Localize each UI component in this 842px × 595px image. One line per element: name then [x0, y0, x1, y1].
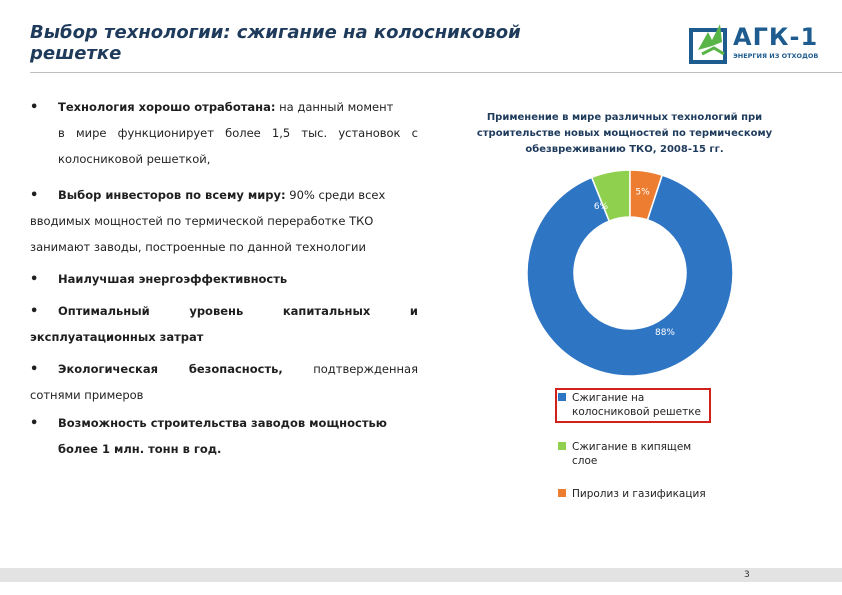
- legend-label-fluidized-1: Сжигание в кипящем: [572, 441, 692, 453]
- bullet-dot: •: [30, 188, 39, 203]
- legend-label-fluidized-2: слое: [572, 455, 598, 467]
- legend-swatch-pyrolysis: [558, 489, 566, 497]
- bullet-2-text-1: 90% среди всех: [285, 188, 386, 202]
- bullet-3-bold: Наилучшая энергоэффективность: [58, 272, 288, 286]
- bullet-1-text-3: колосниковой решеткой,: [58, 152, 211, 166]
- page-title: [30, 22, 630, 64]
- bullet-dot: •: [30, 362, 39, 377]
- bullet-dot: •: [30, 272, 39, 287]
- legend-label-grate-2: колосниковой решетке: [572, 406, 702, 418]
- bullet-4-text-1: Оптимальный уровень капитальных и: [58, 304, 418, 318]
- bullet-5-bold: Экологическая безопасность,: [58, 362, 283, 376]
- bullet-5-text-2: сотнями примеров: [30, 388, 144, 402]
- title-divider: [30, 72, 842, 73]
- donut-chart: [520, 168, 740, 378]
- page-title-line1: Выбор технологии: сжигание на колосниковой: [30, 22, 521, 43]
- bullet-1-bold: Технология хорошо отработана:: [58, 100, 276, 114]
- bullet-2-bold: Выбор инвесторов по всему миру:: [58, 188, 286, 202]
- legend-swatch-fluidized: [558, 442, 566, 450]
- slice-label-pyrolysis: 5%: [635, 187, 650, 198]
- bullet-4-text-2: эксплуатационных затрат: [30, 330, 204, 344]
- bullet-6-text-1: Возможность строительства заводов мощностью: [58, 416, 387, 430]
- page-title-line2: решетке: [30, 43, 122, 64]
- legend-label-pyrolysis-1: Пиролиз и газификация: [572, 488, 706, 500]
- bullet-dot: •: [30, 304, 39, 319]
- bullet-5-text-1: подтвержденная: [282, 362, 418, 376]
- slice-label-grate: 88%: [654, 328, 676, 338]
- bullet-1-text-2: в мире функционирует более 1,5 тыс. установок с: [58, 126, 418, 140]
- logo-subtitle: ЭНЕРГИЯ ИЗ ОТХОДОВ: [733, 52, 819, 60]
- slice-label-fluidized: 6%: [593, 201, 609, 212]
- bullet-dot: •: [30, 416, 39, 431]
- chart-title: Применение в мире различных технологий при строительстве новых мощностей по термическому обезвреживанию ТКО, 2008-15 гг.: [476, 112, 773, 155]
- logo-text: АГК-1: [733, 23, 819, 51]
- bullet-1-text-1: на данный момент: [275, 100, 394, 114]
- legend-swatch-grate: [558, 393, 566, 401]
- legend-label-grate-1: Сжигание на: [572, 392, 645, 404]
- bullet-6-text-2: более 1 млн. тонн в год.: [58, 442, 222, 456]
- footer-bar: [0, 568, 842, 582]
- page-number: 3: [744, 570, 750, 580]
- bullet-2-text-2: вводимых мощностей по термической переработке ТКО: [30, 214, 374, 228]
- bullet-2-text-3: занимают заводы, построенные по данной технологии: [30, 240, 366, 254]
- bullet-dot: •: [30, 100, 39, 115]
